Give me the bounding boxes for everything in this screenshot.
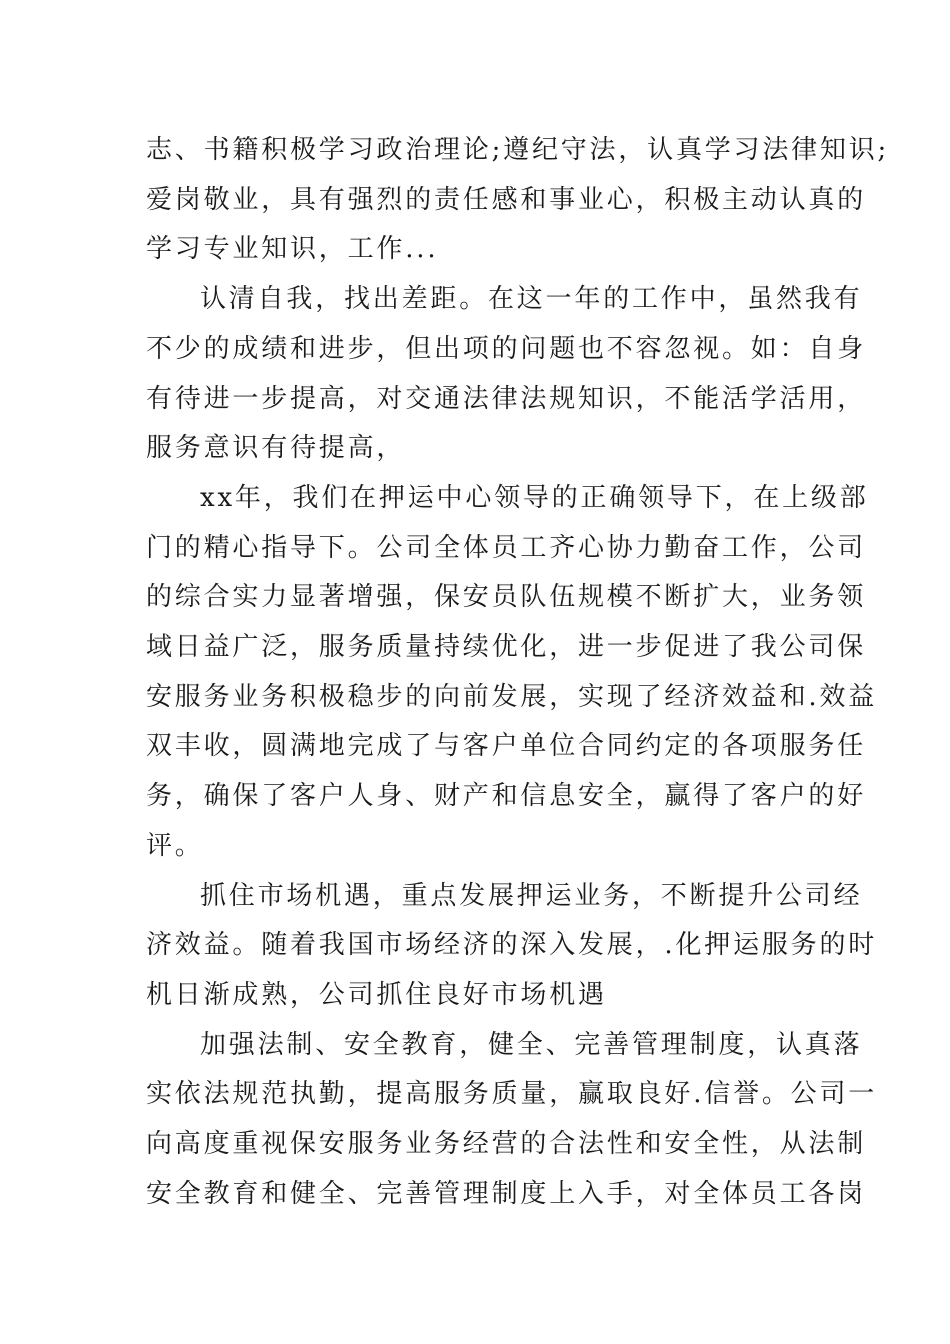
text-line: 不少的成绩和进步，但出项的问题也不容忽视。如：自身	[146, 333, 867, 364]
text-line: 安全教育和健全、完善管理制度上入手，对全体员工各岗	[146, 1178, 867, 1209]
text-line: 评。	[146, 830, 204, 861]
text-line: 学习专业知识，工作...	[146, 234, 439, 265]
text-line: 加强法制、安全教育，健全、完善管理制度，认真落	[200, 1029, 863, 1060]
text-line: 门的精心指导下。公司全体员工齐心协力勤奋工作，公司	[146, 532, 867, 563]
text-line: 域日益广泛，服务质量持续优化，进一步促进了我公司保	[146, 632, 867, 663]
paragraph	[146, 474, 878, 872]
text-line: 务，确保了客户人身、财产和信息安全，赢得了客户的好	[146, 781, 867, 812]
text-line: 认清自我，找出差距。在这一年的工作中，虽然我有	[200, 284, 863, 315]
paragraph	[146, 126, 890, 275]
text-line: 安服务业务积极稳步的向前发展，实现了经济效益和.效益	[146, 681, 878, 712]
text-line: 志、书籍积极学习政治理论;遵纪守法，认真学习法律知识;	[146, 135, 890, 165]
text-line: 机日渐成熟，公司抓住良好市场机遇	[146, 979, 607, 1010]
text-line: 双丰收，圆满地完成了与客户单位合同约定的各项服务任	[146, 731, 867, 762]
text-line: 实依法规范执勤，提高服务质量，赢取良好.信誉。公司一	[146, 1079, 878, 1110]
text-line: 服务意识有待提高，	[146, 433, 406, 464]
paragraph	[146, 275, 867, 474]
paragraph	[146, 872, 878, 1021]
text-line: 爱岗敬业，具有强烈的责任感和事业心，积极主动认真的	[146, 184, 867, 215]
text-line: 向高度重视保安服务业务经营的合法性和安全性，从法制	[146, 1129, 867, 1160]
text-line: xx年，我们在押运中心领导的正确领导下，在上级部	[200, 482, 869, 513]
paragraph	[146, 1021, 878, 1220]
text-line: 济效益。随着我国市场经济的深入发展，.化押运服务的时	[146, 930, 878, 961]
text-line: 抓住市场机遇，重点发展押运业务，不断提升公司经	[200, 880, 863, 911]
text-line: 的综合实力显著增强，保安员队伍规模不断扩大，业务领	[146, 582, 867, 613]
text-line: 有待进一步提高，对交通法律法规知识，不能活学活用，	[146, 383, 867, 414]
document-body	[146, 126, 890, 1219]
